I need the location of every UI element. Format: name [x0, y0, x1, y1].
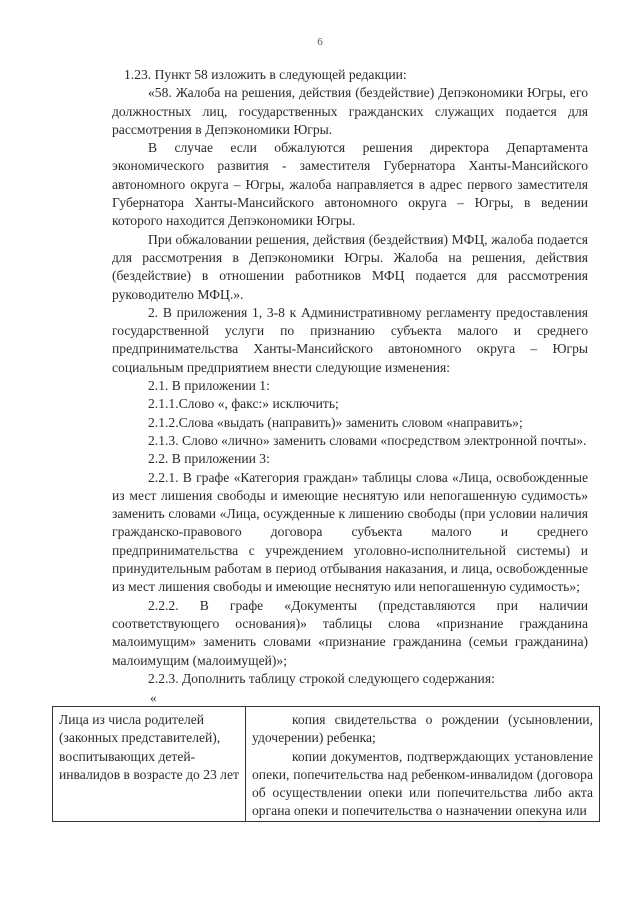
- document-item-guardianship: копии документов, подтверждающих установление опеки, попечительства над ребенком-инвалидом (договора об осуществлении опеки или попечительства либо акта органа опеки и попечительства о назначении опекуна или: [252, 748, 593, 819]
- quote-open-mark: «: [150, 690, 157, 705]
- paragraph-appeal-mfc: При обжаловании решения, действия (бездействия) МФЦ, жалоба подается для рассмотрения в Депэкономики Югры. Жалоба на решения, действия (бездействие) в отношении работников МФЦ подается для рассмотрения руководителю МФЦ.».: [112, 231, 588, 302]
- paragraph-2-1-2: 2.1.2.Слова «выдать (направить)» заменить словом «направить»;: [148, 414, 523, 430]
- paragraph-1-23: 1.23. Пункт 58 изложить в следующей редакции:: [124, 67, 407, 82]
- paragraph-2-1: 2.1. В приложении 1:: [148, 378, 270, 394]
- paragraph-2-1-1: 2.1.1.Слово «, факс:» исключить;: [148, 396, 339, 412]
- page-number: 6: [317, 36, 323, 48]
- category-cell: Лица из числа родителей (законных представителей), воспитывающих детей-инвалидов в возрасте до 23 лет: [53, 707, 246, 822]
- table-row: [53, 707, 600, 822]
- paragraph-appeal-director: В случае если обжалуются решения директора Департамента экономического развития - заместителя Губернатора Ханты-Мансийского автономного округа – Югры, жалоба направляется в адрес первого заместителя Губернатора Ханты-Мансийского автономного округа – Югры, в ведении которого находится Депэкономики Югры.: [112, 140, 588, 229]
- paragraph-2-2-3: 2.2.3. Дополнить таблицу строкой следующего содержания:: [148, 670, 495, 686]
- paragraph-58: «58. Жалоба на решения, действия (бездействие) Депэкономики Югры, его должностных лиц, государственных гражданских служащих подается для рассмотрения в Депэкономики Югры.: [112, 85, 588, 137]
- paragraph-2: 2. В приложения 1, 3-8 к Административному регламенту предоставления государственной услуги по признанию субъекта малого и среднего предпринимательства Ханты-Мансийского автономного округа – Югры социальным предприятием внести следующие изменения:: [112, 304, 588, 375]
- documents-cell: [246, 707, 600, 822]
- paragraph-2-2: 2.2. В приложении 3:: [148, 451, 270, 467]
- paragraph-2-2-1: 2.2.1. В графе «Категория граждан» таблицы слова «Лица, освобожденные из мест лишения свободы и имеющие неснятую или непогашенную судимость» заменить словами «Лица, осужденные к лишению свободы (при условии наличия гражданско-правового договора субъекта малого и среднего предпринимательства с учреждением уголовно-исполнительной системы) и принудительным работам в период отбывания наказания, и лица, освобожденные из мест лишения свободы и имеющие неснятую или непогашенную судимость»;: [112, 469, 588, 595]
- document-body: [112, 66, 588, 688]
- paragraph-2-1-3: 2.1.3. Слово «лично» заменить словами «посредством электронной почты».: [148, 432, 587, 448]
- inserted-table-row: [52, 706, 600, 822]
- document-item-birth-certificate: копия свидетельства о рождении (усыновлении, удочерении) ребенка;: [252, 712, 593, 746]
- paragraph-2-2-2: 2.2.2. В графе «Документы (представляются при наличии соответствующего основания)» таблицы слова «признание гражданина малоимущим» заменить словами «признание гражданина (семьи гражданина) малоимущим (малоимущей)»;: [112, 597, 588, 668]
